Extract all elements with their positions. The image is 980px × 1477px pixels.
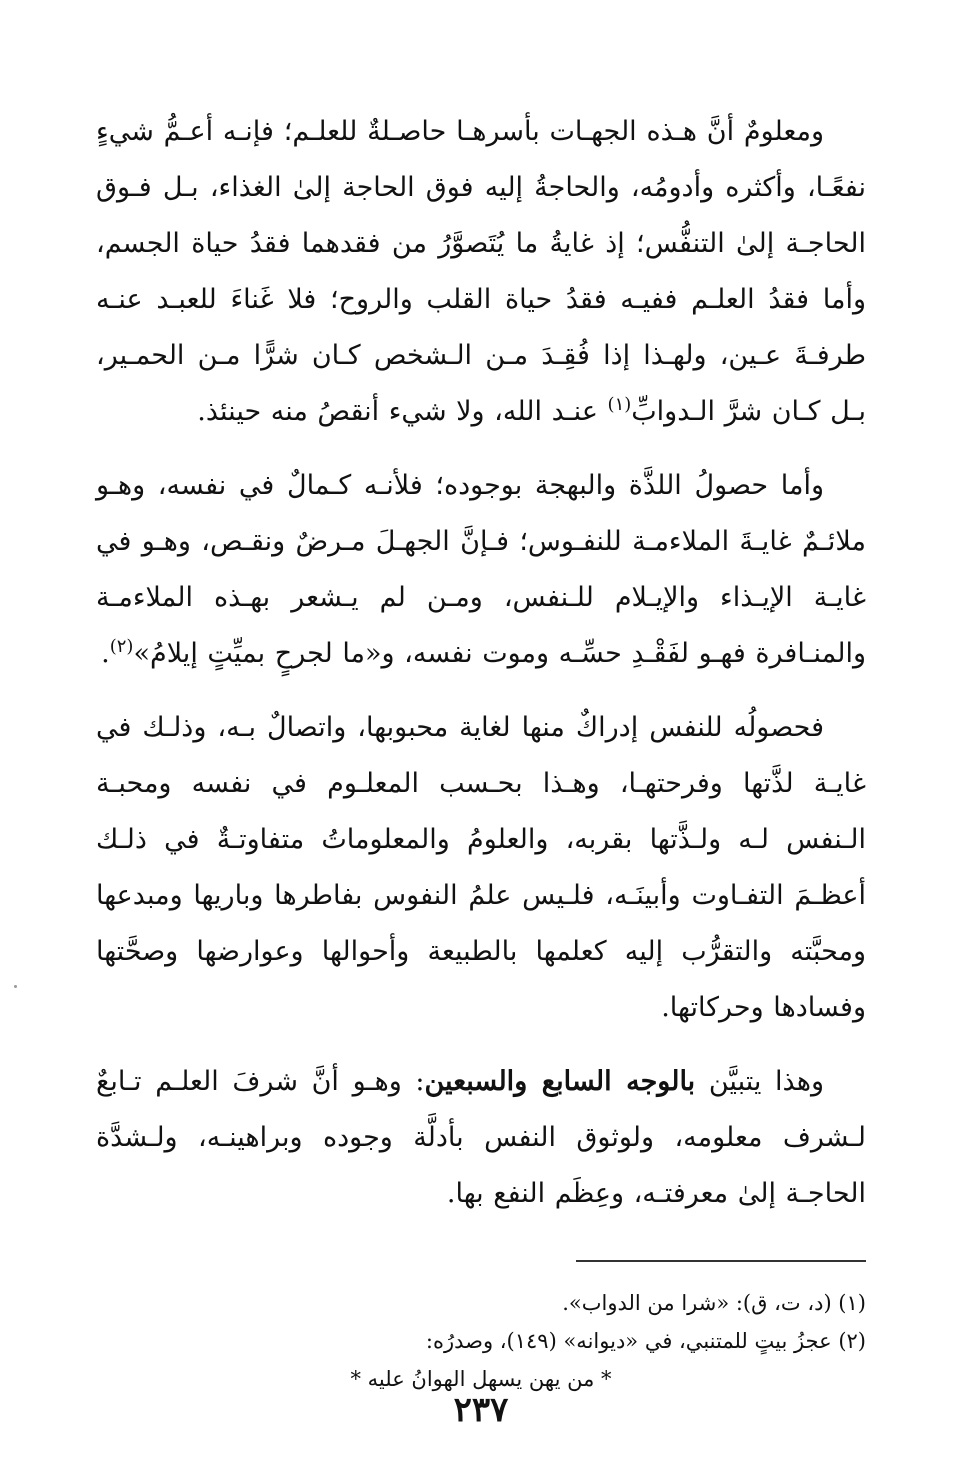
paragraph-4-lead: وهذا يتبيَّن [695,1066,824,1097]
paragraph-3-text: فحصولُه للنفس إدراكٌ منها لغاية محبوبها، واتصالٌ بـه، وذلـك في غايـة لذَّتها وفرحتهـا، وهـذا بحـسب المعلـوم في نفسه ومحبـة الـنفس لـه ولـذَّتها بقربه، والعلومُ والمعلوماتُ متفاوتـةٌ في ذلـك أعظـمَ التفـاوت وأبينَـه، فلـيس علمُ النفوس بفاطرها وباريها ومبدعها ومحبَّته والتقرُّب إليه كعلمها بالطبيعة وأحوالها وعوارضها وصحَّتها وفسادها وحركاتها. [96,712,866,1023]
paragraph-2-continuation: . [101,638,110,669]
paragraph-3 [96,700,866,1036]
paragraph-1 [96,104,866,440]
scan-edge-mark [14,985,17,988]
page-number: ٢٣٧ [453,1390,509,1430]
paragraph-4 [96,1054,866,1222]
footnote-ref-2: (٢) [109,636,134,657]
book-page [96,104,866,1430]
paragraph-2 [96,458,866,682]
paragraph-4-bold-heading: بالوجه السابع والسبعين [424,1066,696,1097]
footnote-verse: * من يهن يسهل الهوانُ عليه * [350,1367,612,1391]
footnote-2: (٢) عجزُ بيتٍ للمتنبي، في «ديوانه» (١٤٩)، وصدرُه: [425,1329,866,1353]
paragraph-4-text: : وهـو أنَّ شرفَ العلـم تـابعٌ لـشرف معلومه، ولوثوق النفس بأدلَّة وجوده وبراهينـه، ولـشدَّة الحاجـة إلىٰ معرفتـه، وعِظَم النفع بها. [96,1066,866,1209]
footnote-separator [576,1260,866,1262]
paragraph-1-continuation: عنـد الله، ولا شيء أنقصُ منه حينئذ. [197,396,608,427]
footnote-ref-1: (١) [607,394,632,415]
footnote-1: (١) (د، ت، ق): «شرا من الدواب». [562,1291,866,1315]
paragraph-2-text: وأما حصولُ اللذَّة والبهجة بوجوده؛ فلأنـه كـمالٌ في نفسه، وهـو ملائـمٌ غايـةَ الملاءمـة للنفـوس؛ فـإنَّ الجهـلَ مـرضٌ ونقـص، وهـو في غايـة الإيـذاء والإيـلام للـنفس، ومـن لم يـشعر بهـذه الملاءمـة والمنـافرة فهـو لفَقْـدِ حسِّـه وموت نفسه، و«ما لجرحٍ بميِّتٍ إيلامُ» [96,470,866,669]
paragraph-1-text: ومعلومٌ أنَّ هـذه الجهـات بأسرهـا حاصـلةٌ للعلـم؛ فإنـه أعـمُّ شيءٍ نفعًـا، وأكثره وأدومُه، والحاجةُ إليه فوق الحاجة إلىٰ الغذاء، بـل فـوق الحاجـة إلىٰ التنفُّس؛ إذ غايةُ ما يُتَصوَّرُ من فقدهما فقدُ حياة الجسم، وأما فقدُ العلـم ففيـه فقدُ حياة القلب والروح؛ فلا غَناءَ للعبـد عنـه طرفـةَ عـين، ولهـذا إذا فُقِـدَ مـن الـشخص كـان شرًّا مـن الحمـير، بـل كـان شرَّ الـدوابِّ [96,116,866,427]
